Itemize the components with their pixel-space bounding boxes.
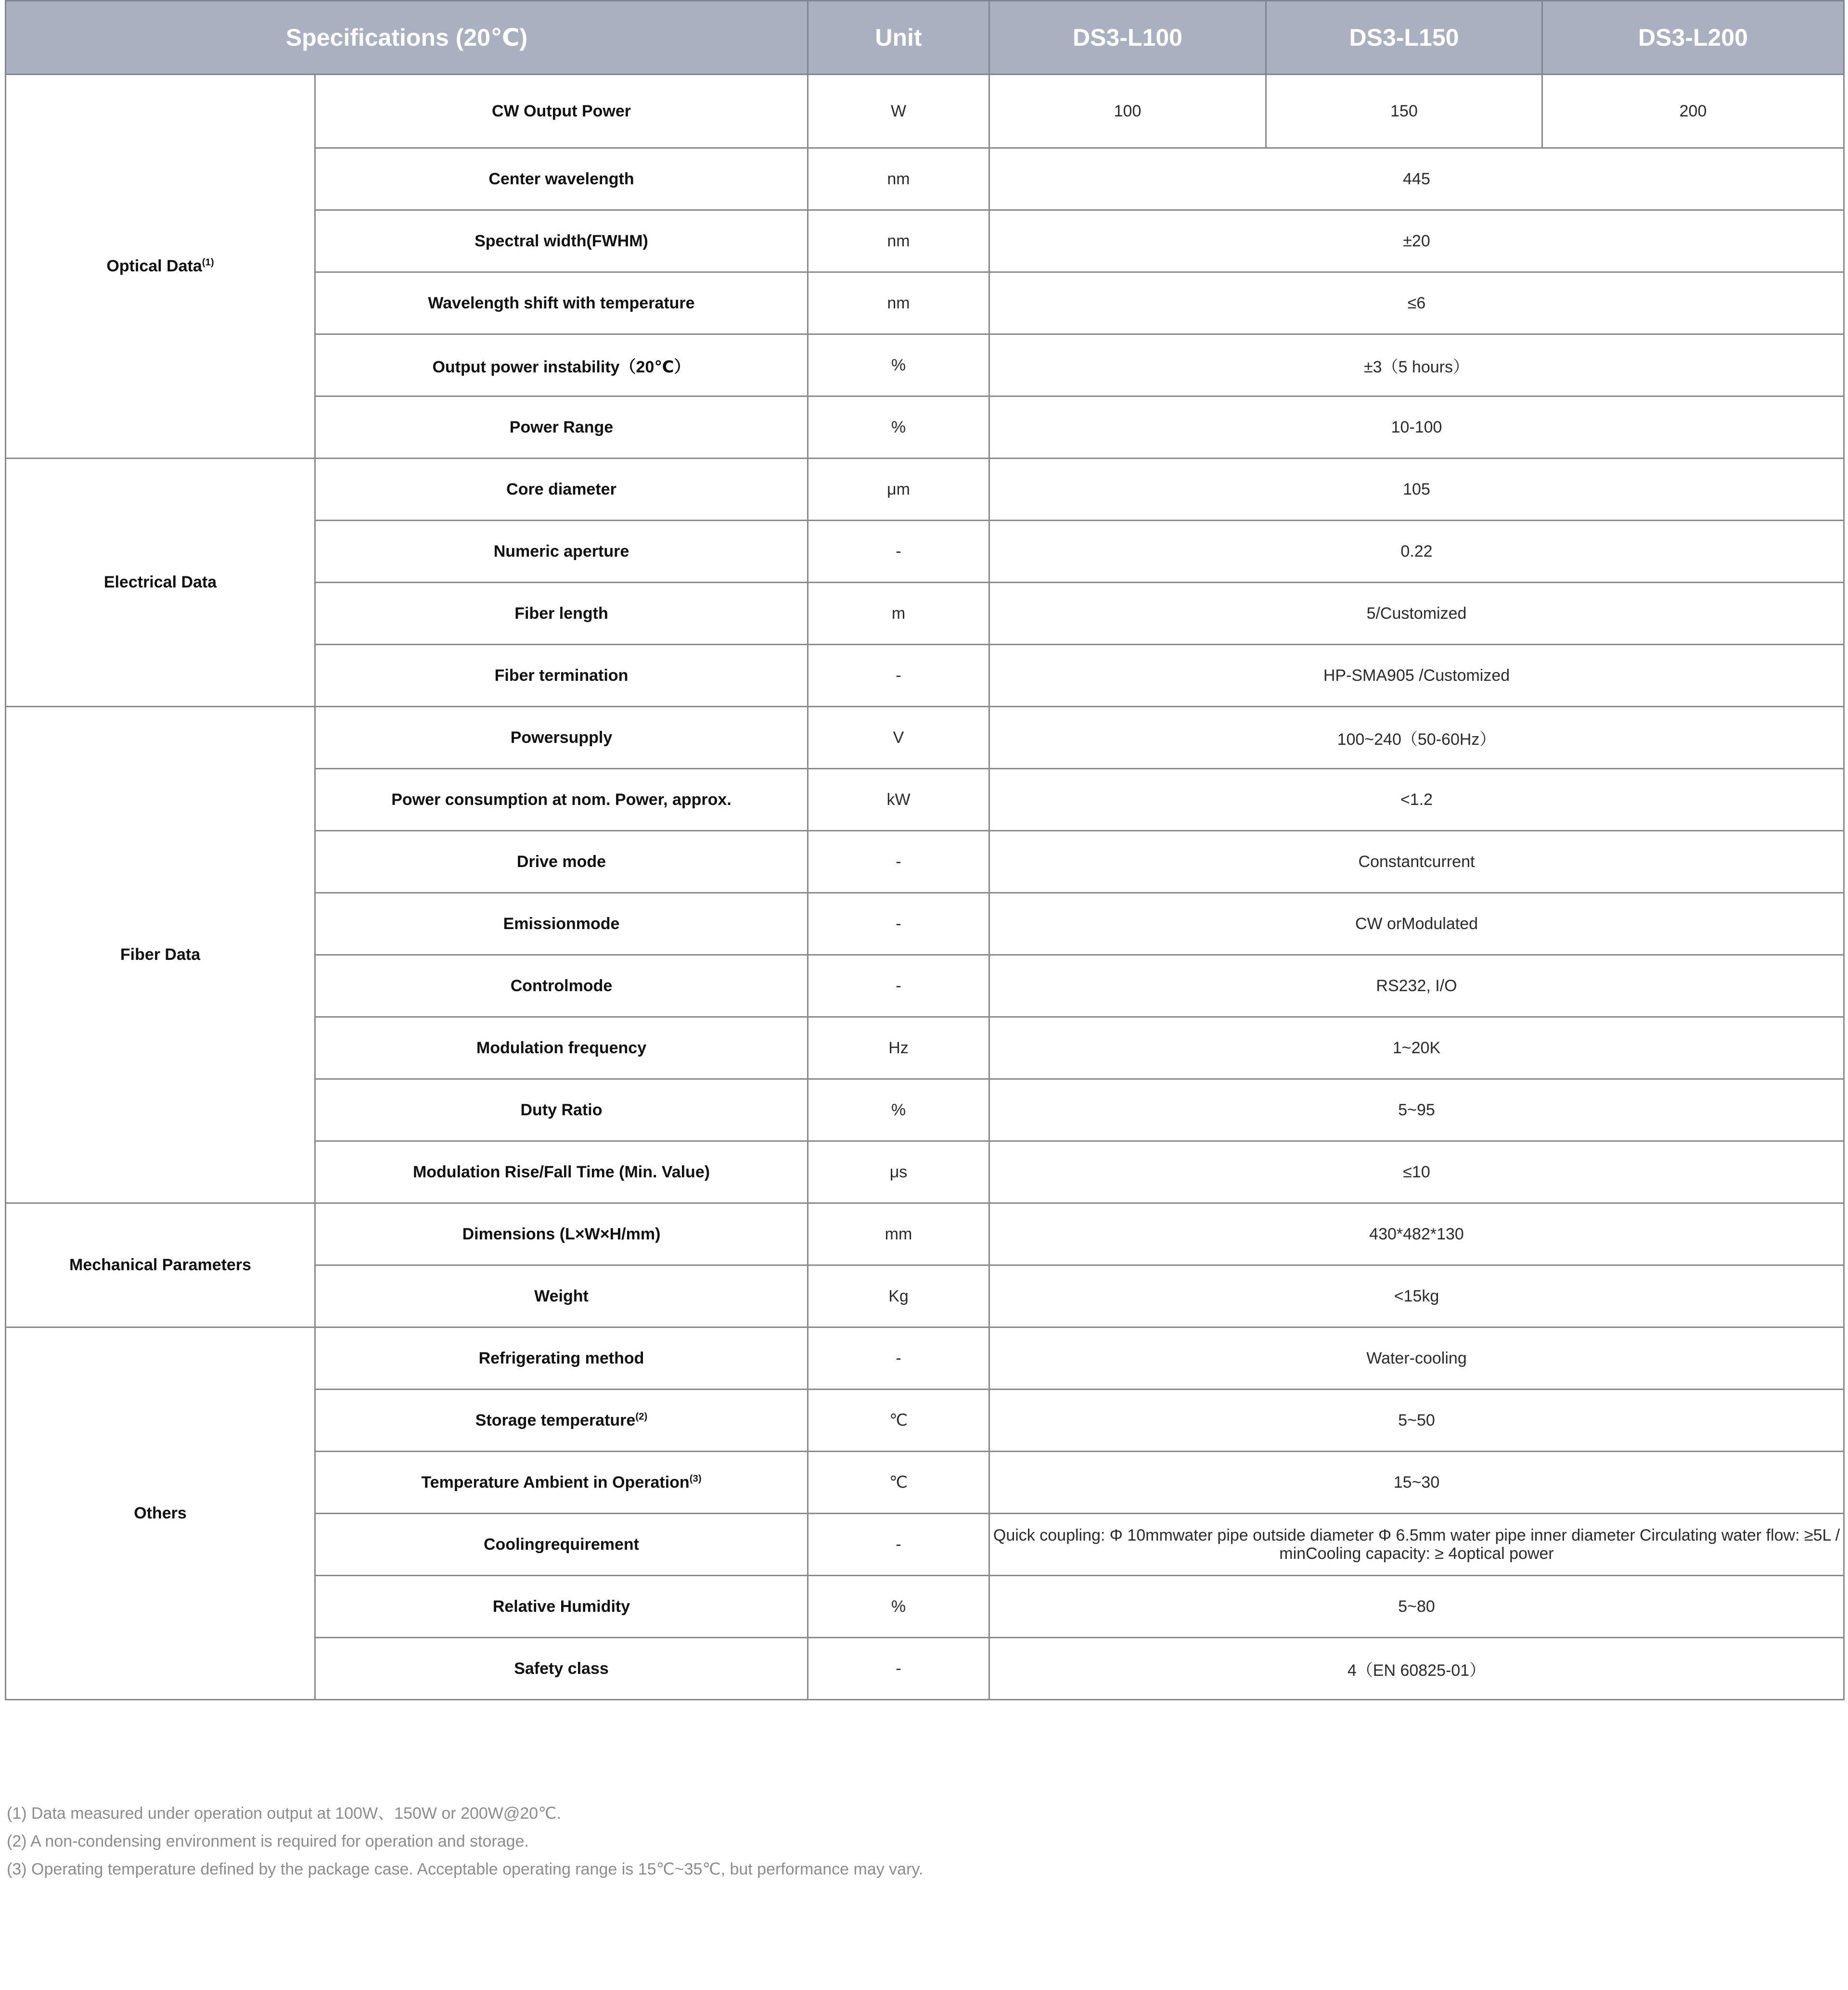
header-model: DS3-L150 [1266, 1, 1542, 75]
header-model: DS3-L200 [1542, 1, 1844, 75]
param-name-text: Storage temperature [475, 1411, 636, 1429]
footnote: (1) Data measured under operation output at 100W、150W or 200W@20℃. [7, 1804, 561, 1823]
param-name [315, 1390, 808, 1452]
unit-cell: nm [808, 148, 989, 210]
unit-cell: mm [808, 1203, 989, 1265]
unit-cell: % [808, 1576, 989, 1638]
param-name: Power Range [315, 396, 808, 459]
value-cell: 445 [989, 148, 1844, 210]
param-name [315, 1452, 808, 1514]
param-name: Modulation Rise/Fall Time (Min. Value) [315, 1141, 808, 1203]
value-cell: HP-SMA905 /Customized [989, 645, 1844, 707]
group-label: Mechanical Parameters [6, 1203, 315, 1327]
unit-cell: W [808, 75, 989, 148]
param-name: Relative Humidity [315, 1576, 808, 1638]
unit-cell: ℃ [808, 1390, 989, 1452]
value-cell: 100~240（50-60Hz） [989, 707, 1844, 769]
param-name: Refrigerating method [315, 1327, 808, 1390]
unit-cell: - [808, 955, 989, 1017]
group-label-text: Optical Data [106, 257, 202, 275]
footnote: (2) A non-condensing environment is required for operation and storage. [7, 1832, 529, 1850]
param-name: Controlmode [315, 955, 808, 1017]
param-name: Power consumption at nom. Power, approx. [315, 769, 808, 831]
footnotes [7, 1799, 923, 1883]
unit-cell: nm [808, 272, 989, 334]
param-name: Modulation frequency [315, 1017, 808, 1079]
param-name: Fiber length [315, 583, 808, 645]
value-cell: RS232, I/O [989, 955, 1844, 1017]
spec-row [6, 707, 1844, 769]
value-cell: 5~50 [989, 1390, 1844, 1452]
param-name: Emissionmode [315, 893, 808, 955]
unit-cell: μs [808, 1141, 989, 1203]
group-label [6, 75, 315, 459]
footnote-ref: (2) [635, 1411, 648, 1422]
value-cell: 105 [989, 459, 1844, 521]
unit-cell: - [808, 831, 989, 893]
footnote-ref: (1) [202, 257, 214, 268]
param-name: Dimensions (L×W×H/mm) [315, 1203, 808, 1265]
param-name: Numeric aperture [315, 521, 808, 583]
spec-row [6, 1203, 1844, 1265]
value-cell: 15~30 [989, 1452, 1844, 1514]
value-cell: 0.22 [989, 521, 1844, 583]
unit-cell: % [808, 1079, 989, 1141]
param-name: Safety class [315, 1638, 808, 1700]
value-cell: Water-cooling [989, 1327, 1844, 1390]
unit-cell: nm [808, 210, 989, 272]
spec-row [6, 75, 1844, 148]
value-cell: 5~80 [989, 1576, 1844, 1638]
unit-cell: % [808, 396, 989, 459]
value-cell: 4（EN 60825-01） [989, 1638, 1844, 1700]
unit-cell: - [808, 645, 989, 707]
value-cell: 150 [1266, 75, 1542, 148]
value-cell: <1.2 [989, 769, 1844, 831]
unit-cell: - [808, 1514, 989, 1576]
unit-cell: - [808, 893, 989, 955]
unit-cell: - [808, 1638, 989, 1700]
spec-body [6, 75, 1844, 1700]
value-cell: Constantcurrent [989, 831, 1844, 893]
unit-cell: Hz [808, 1017, 989, 1079]
group-label: Fiber Data [6, 707, 315, 1203]
header-spec: Specifications (20℃) [6, 1, 808, 75]
param-name: CW Output Power [315, 75, 808, 148]
param-name: Wavelength shift with temperature [315, 272, 808, 334]
param-name: Coolingrequirement [315, 1514, 808, 1576]
value-cell: <15kg [989, 1265, 1844, 1327]
param-name: Duty Ratio [315, 1079, 808, 1141]
param-name-text: Temperature Ambient in Operation [421, 1473, 690, 1492]
param-name: Weight [315, 1265, 808, 1327]
value-cell: Quick coupling: Φ 10mmwater pipe outside diameter Φ 6.5mm water pipe inner diameter Circulating water flow: ≥5L / minCooling capacity: ≥ 4optical power [989, 1514, 1844, 1576]
param-name: Fiber termination [315, 645, 808, 707]
param-name: Drive mode [315, 831, 808, 893]
value-cell: 5/Customized [989, 583, 1844, 645]
value-cell: ≤6 [989, 272, 1844, 334]
header-model: DS3-L100 [989, 1, 1266, 75]
unit-cell: % [808, 334, 989, 396]
param-name: Core diameter [315, 459, 808, 521]
value-cell: 430*482*130 [989, 1203, 1844, 1265]
header-row [6, 1, 1844, 75]
group-label: Others [6, 1327, 315, 1700]
value-cell: 200 [1542, 75, 1844, 148]
value-cell: ±20 [989, 210, 1844, 272]
unit-cell: ℃ [808, 1452, 989, 1514]
value-cell: 5~95 [989, 1079, 1844, 1141]
value-cell: 100 [989, 75, 1266, 148]
unit-cell: μm [808, 459, 989, 521]
unit-cell: kW [808, 769, 989, 831]
unit-cell: m [808, 583, 989, 645]
footnote-ref: (3) [689, 1473, 702, 1484]
header-unit: Unit [808, 1, 989, 75]
unit-cell: - [808, 1327, 989, 1390]
param-name: Powersupply [315, 707, 808, 769]
unit-cell: V [808, 707, 989, 769]
param-name: Center wavelength [315, 148, 808, 210]
unit-cell: - [808, 521, 989, 583]
value-cell: CW orModulated [989, 893, 1844, 955]
footnote: (3) Operating temperature defined by the package case. Acceptable operating range is 15℃~35℃, but performance may vary. [7, 1860, 924, 1878]
group-label: Electrical Data [6, 459, 315, 707]
param-name: Spectral width(FWHM) [315, 210, 808, 272]
spec-row [6, 459, 1844, 521]
value-cell: 10-100 [989, 396, 1844, 459]
value-cell: ≤10 [989, 1141, 1844, 1203]
value-cell: ±3（5 hours） [989, 334, 1844, 396]
unit-cell: Kg [808, 1265, 989, 1327]
spec-table [5, 0, 1845, 1700]
value-cell: 1~20K [989, 1017, 1844, 1079]
param-name: Output power instability（20℃） [315, 334, 808, 396]
spec-row [6, 1327, 1844, 1390]
